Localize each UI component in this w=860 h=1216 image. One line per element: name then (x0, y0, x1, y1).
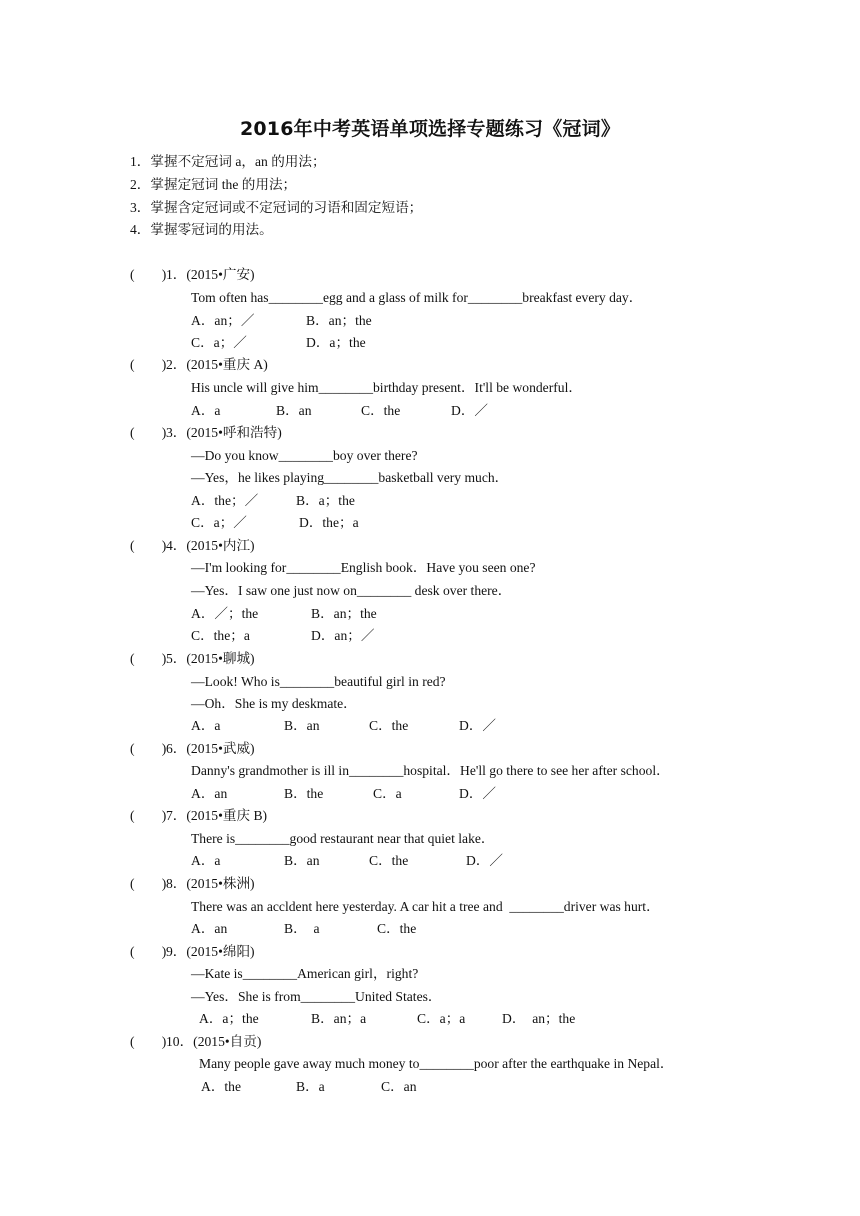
answer-blank: ( ) (130, 357, 167, 372)
question-stem: —Look! Who is________beautiful girl in red? (191, 674, 446, 689)
option-b: B．an；a (311, 1011, 367, 1026)
question-stem: —Yes．She is from________United States． (191, 989, 442, 1004)
option-d: D．／ (459, 718, 497, 733)
option-a: A．the (201, 1079, 242, 1094)
option-d: D．the；a (299, 515, 359, 530)
answer-blank: ( ) (130, 1034, 167, 1049)
question-stem: There is________good restaurant near that quiet lake． (191, 831, 495, 846)
option-d: D．an；／ (311, 628, 375, 643)
option-c: C．a；a (417, 1011, 466, 1026)
question-stem: —Yes，he likes playing________basketball very much． (191, 470, 509, 485)
option-c: C．the (369, 718, 409, 733)
question-stem: His uncle will give him________birthday present．It'll be wonderful． (191, 380, 582, 395)
option-a: A．a (191, 718, 221, 733)
option-a: A．a；the (199, 1011, 259, 1026)
option-c: C．a；／ (191, 335, 247, 350)
option-b: B．an (284, 853, 320, 868)
option-c: C．a (373, 786, 402, 801)
option-b: B．an；the (311, 606, 377, 621)
question-number: 8．(2015•株洲) (166, 876, 255, 891)
option-c: C．the (369, 853, 409, 868)
question-number: 5．(2015•聊城) (166, 651, 255, 666)
option-d: D．／ (466, 853, 504, 868)
answer-blank: ( ) (130, 741, 167, 756)
answer-blank: ( ) (130, 944, 167, 959)
option-d: D．／ (451, 403, 489, 418)
question-stem: Many people gave away much money to________poor after the earthquake in Nepal． (199, 1056, 674, 1071)
answer-blank: ( ) (130, 538, 167, 553)
question-stem: —Do you know________boy over there? (191, 448, 418, 463)
option-a: A．an (191, 786, 228, 801)
answer-blank: ( ) (130, 425, 167, 440)
option-b: B． a (284, 921, 320, 936)
option-c: C．the (377, 921, 417, 936)
question-number: 1．(2015•广安) (166, 267, 255, 282)
option-b: B．the (284, 786, 324, 801)
question-stem: —Kate is________American girl，right? (191, 966, 419, 981)
option-a: A．／；the (191, 606, 259, 621)
option-d: D． an；the (502, 1011, 576, 1026)
option-b: B．an (276, 403, 312, 418)
question-number: 2．(2015•重庆 A) (166, 357, 268, 372)
option-b: B．a (296, 1079, 325, 1094)
option-c: C．the (361, 403, 401, 418)
question-stem: Tom often has________egg and a glass of milk for________breakfast every day． (191, 290, 643, 305)
answer-blank: ( ) (130, 876, 167, 891)
answer-blank: ( ) (130, 267, 167, 282)
option-d: D．／ (459, 786, 497, 801)
question-stem: —Oh．She is my deskmate． (191, 696, 357, 711)
objective-2: 2．掌握定冠词 the 的用法； (130, 177, 297, 192)
question-number: 9．(2015•绵阳) (166, 944, 255, 959)
question-number: 3．(2015•呼和浩特) (166, 425, 282, 440)
option-c: C．a；／ (191, 515, 247, 530)
option-a: A．a (191, 853, 221, 868)
question-stem: —I'm looking for________English book．Have you seen one? (191, 560, 536, 575)
objective-1: 1．掌握不定冠词 a，an 的用法； (130, 154, 326, 169)
option-b: B．an (284, 718, 320, 733)
question-number: 4．(2015•内江) (166, 538, 255, 553)
option-b: B．an；the (306, 313, 372, 328)
question-number: 7．(2015•重庆 B) (166, 808, 268, 823)
option-a: A．the；／ (191, 493, 259, 508)
question-stem: There was an accldent here yesterday. A car hit a tree and ________driver was hurt． (191, 899, 660, 914)
answer-blank: ( ) (130, 651, 167, 666)
option-b: B．a；the (296, 493, 355, 508)
question-number: 10．(2015•自贡) (166, 1034, 262, 1049)
objective-3: 3．掌握含定冠词或不定冠词的习语和固定短语； (130, 200, 423, 215)
question-number: 6．(2015•武威) (166, 741, 255, 756)
option-d: D．a；the (306, 335, 366, 350)
question-stem: Danny's grandmother is ill in________hospital．He'll go there to see her after school． (191, 763, 670, 778)
question-stem: —Yes．I saw one just now on________ desk over there． (191, 583, 512, 598)
option-c: C．an (381, 1079, 417, 1094)
option-c: C．the；a (191, 628, 250, 643)
option-a: A．an (191, 921, 228, 936)
option-a: A．an；／ (191, 313, 255, 328)
option-a: A．a (191, 403, 221, 418)
page-title: 2016年中考英语单项选择专题练习《冠词》 (239, 118, 621, 140)
objective-4: 4．掌握零冠词的用法。 (130, 222, 273, 237)
answer-blank: ( ) (130, 808, 167, 823)
